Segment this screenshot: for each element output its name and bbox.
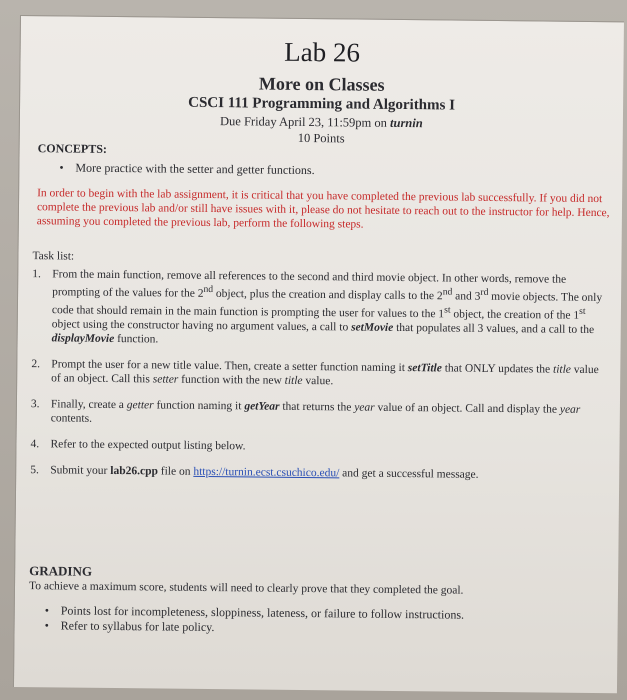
text-run: function. xyxy=(114,332,159,346)
function-name: displayMovie xyxy=(51,332,115,345)
text-run: movie objects. The only code that should remain in the main function is prompting the user for values to the 1 xyxy=(51,290,603,321)
task-list-label: Task list: xyxy=(32,250,75,263)
course-name: CSCI 111 Programming and Algorithms I xyxy=(188,94,456,114)
task-text xyxy=(50,463,608,483)
concepts-item-text: More practice with the setter and getter functions. xyxy=(75,160,315,178)
file-name: lab26.cpp xyxy=(110,464,158,478)
text-run: object, plus the creation and display calls to the 2 xyxy=(212,287,443,303)
task-number: 3. xyxy=(30,397,40,410)
points-value: 10 Points xyxy=(297,130,345,146)
italic-word: year xyxy=(354,401,375,414)
lab-handout-page xyxy=(13,15,624,693)
bullet-icon: • xyxy=(44,618,49,633)
superscript: rd xyxy=(480,286,489,298)
text-run: and get a successful message. xyxy=(339,467,479,481)
italic-word: getter xyxy=(126,398,154,412)
text-run: object using the constructor having no argument values, a call to xyxy=(51,318,352,334)
concepts-section xyxy=(37,141,602,181)
text-run: that returns the xyxy=(279,400,355,414)
task-number: 5. xyxy=(30,463,39,476)
text-run: value. xyxy=(302,374,334,387)
bullet-icon: • xyxy=(44,603,50,618)
text-run: Submit your xyxy=(50,463,111,477)
turnin-link[interactable]: https://turnin.ecst.csuchico.edu/ xyxy=(193,465,340,480)
concepts-label: CONCEPTS: xyxy=(37,141,108,156)
text-run: contents. xyxy=(50,412,93,425)
due-date-text: Due Friday April 23, 11:59pm on xyxy=(219,114,391,130)
text-run: and 3 xyxy=(452,290,481,303)
text-run: Finally, create a xyxy=(50,398,127,411)
grading-item-text: Points lost for incompleteness, sloppiness, lateness, or failure to follow instructions. xyxy=(60,603,465,622)
italic-word: title xyxy=(552,363,572,376)
task-number: 4. xyxy=(30,437,40,450)
text-run: that ONLY updates the xyxy=(441,362,554,376)
task-number: 2. xyxy=(31,357,41,370)
text-run: function naming it xyxy=(153,399,245,413)
text-run: that populates all 3 values, and a call to the xyxy=(393,321,595,336)
function-name: setMovie xyxy=(351,321,394,334)
task-item-5 xyxy=(30,463,608,483)
task-text xyxy=(51,357,609,391)
grading-label: GRADING xyxy=(29,563,93,579)
text-run: value of an object. Call and display the xyxy=(374,401,560,416)
bullet-icon: • xyxy=(59,160,64,175)
text-run: value of an object. Call this xyxy=(51,363,599,386)
text-run: file on xyxy=(157,465,194,478)
page-title: Lab 26 xyxy=(284,36,361,68)
italic-word: title xyxy=(284,374,303,387)
grading-list xyxy=(29,603,607,639)
text-run: function with the new xyxy=(178,373,285,387)
superscript: nd xyxy=(203,283,214,296)
superscript: st xyxy=(444,304,451,316)
superscript: nd xyxy=(442,286,453,298)
function-name: setTitle xyxy=(407,361,442,375)
function-name: getYear xyxy=(244,400,280,413)
concepts-item xyxy=(59,160,602,181)
italic-word: year xyxy=(559,403,581,416)
grading-item-text: Refer to syllabus for late policy. xyxy=(60,618,215,635)
task-number: 1. xyxy=(32,268,41,281)
task-list xyxy=(30,249,610,495)
document-header xyxy=(20,16,624,149)
text-run: object, the creation of the 1 xyxy=(450,308,580,322)
task-text: Refer to the expected output listing below. xyxy=(50,437,246,453)
page-subtitle: More on Classes xyxy=(258,73,385,95)
superscript: st xyxy=(579,305,586,317)
grading-text: To achieve a maximum score, students will need to clearly prove that they completed the goal. xyxy=(28,580,464,597)
task-text xyxy=(52,267,611,350)
italic-word: setter xyxy=(152,373,179,386)
turnin-word: turnin xyxy=(389,115,423,131)
text-run: Prompt the user for a new title value. Then, create a setter function naming it xyxy=(51,358,408,374)
task-item-3 xyxy=(31,397,609,431)
task-text xyxy=(51,397,609,431)
grading-section xyxy=(29,563,608,639)
task-item-1 xyxy=(32,267,611,351)
task-item-2 xyxy=(31,357,609,391)
task-item-4 xyxy=(30,437,608,457)
text-run: From the main function, remove all references to the second and third movie object. In other words, remove the prompting of the values for the 2 xyxy=(52,268,567,300)
notice-paragraph: In order to begin with the lab assignment, it is critical that you have completed the previous lab successfully. If you did not complete the previous lab and/or still have issues with it, please do not hesitate to reach out to the instructor for help. Hence, assuming you completed the previous lab, perform the following steps. xyxy=(36,187,610,231)
